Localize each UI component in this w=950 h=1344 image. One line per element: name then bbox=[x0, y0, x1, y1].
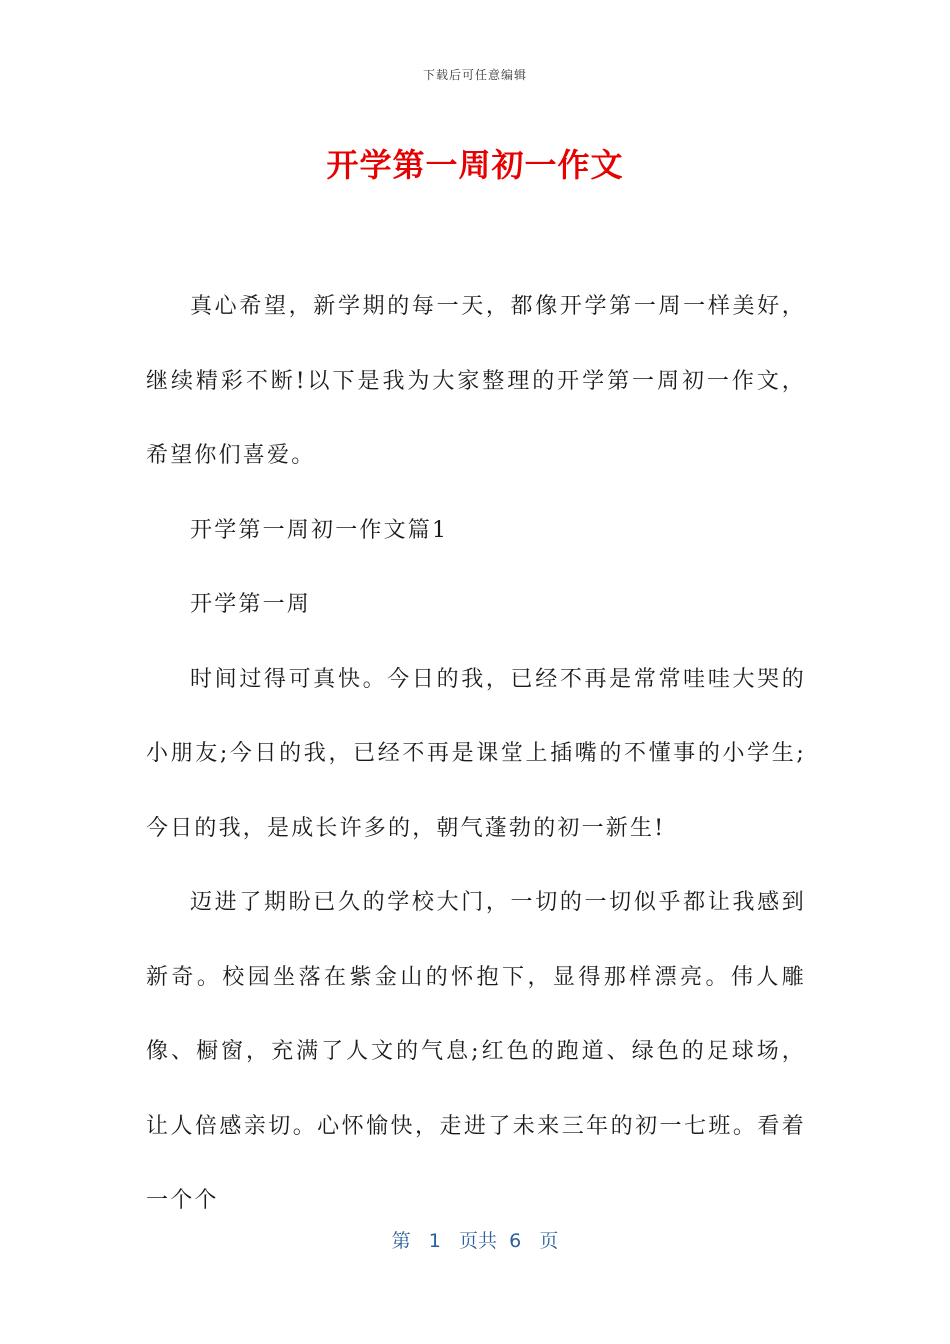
essay-subtitle: 开学第一周 bbox=[190, 592, 312, 617]
document-title: 开学第一周初一作文 bbox=[326, 146, 624, 184]
page-footer bbox=[0, 1226, 950, 1253]
paragraph-body-2: 迈进了期盼已久的学校大门，一切的一切似乎都让我感到新奇。校园坐落在紫金山的怀抱下，显得那样漂亮。伟人雕像、橱窗，充满了人文的气息;红色的跑道、绿色的足球场，让人倍感亲切。心怀愉快，走进了未来三年的初一七班。看着一个个 bbox=[146, 890, 806, 1213]
section-heading: 开学第一周初一作文篇1 bbox=[190, 517, 449, 543]
footer-label-of: 页共 bbox=[459, 1230, 498, 1252]
paragraph-intro: 真心希望，新学期的每一天，都像开学第一周一样美好，继续精彩不断!以下是我为大家整理的开学第一周初一作文，希望你们喜爱。 bbox=[146, 294, 806, 468]
footer-total-pages: 6 bbox=[509, 1230, 522, 1252]
footer-label-page: 第 bbox=[391, 1230, 411, 1252]
header-note: 下载后可任意编辑 bbox=[422, 68, 527, 82]
paragraph-body-1: 时间过得可真快。今日的我，已经不再是常常哇哇大哭的小朋友;今日的我，已经不再是课堂上插嘴的不懂事的小学生;今日的我，是成长许多的，朝气蓬勃的初一新生! bbox=[146, 666, 806, 841]
footer-current-page: 1 bbox=[428, 1230, 441, 1252]
document-body bbox=[146, 270, 806, 1239]
footer-label-end: 页 bbox=[539, 1230, 559, 1252]
